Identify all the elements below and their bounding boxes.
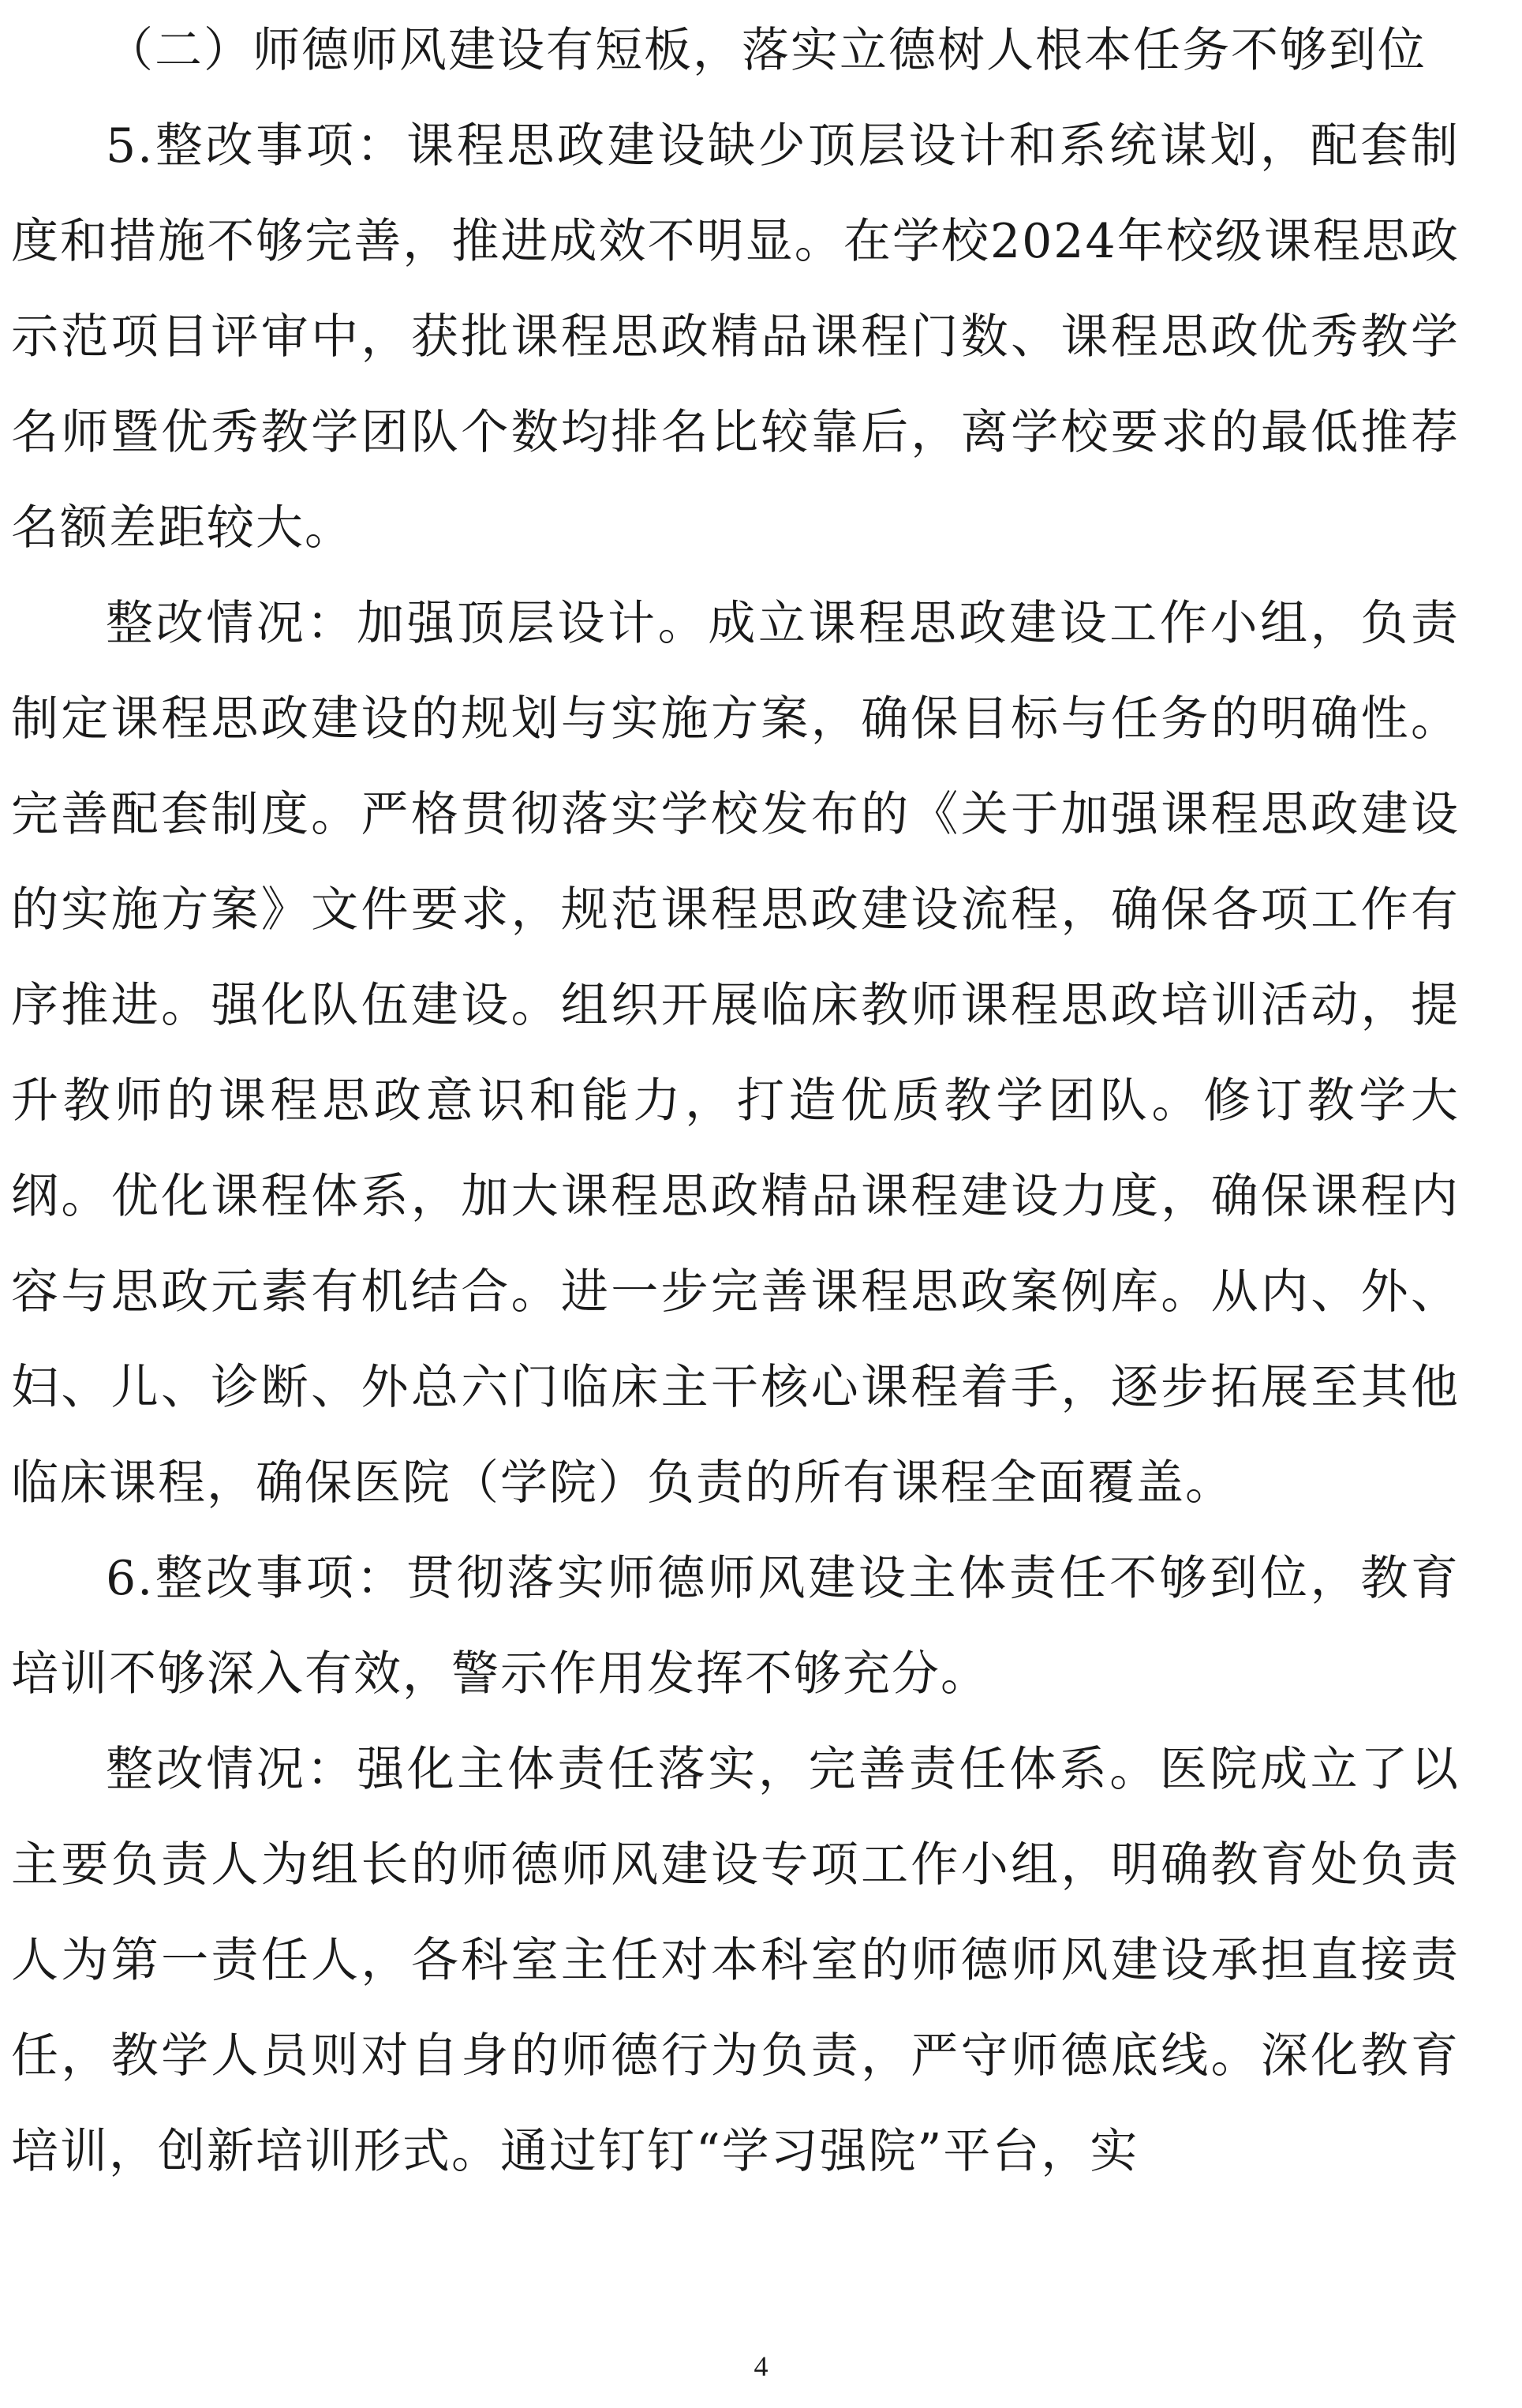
rectification-item-5-paragraph: 5.整改事项：课程思政建设缺少顶层设计和系统谋划，配套制度和措施不够完善，推进成效不明显。在学校2024年校级课程思政示范项目评审中，获批课程思政精品课程门数、课程思政优秀教学名师暨优秀教学团队个数均排名比较靠后，离学校要求的最低推荐名额差距较大。: [11, 118, 1460, 556]
rectification-item-6-paragraph: 6.整改事项：贯彻落实师德师风建设主体责任不够到位，教育培训不够深入有效，警示作用发挥不够充分。: [11, 1551, 1460, 1702]
page-number: 4: [754, 2350, 768, 2382]
document-body: [11, 3, 1460, 2200]
section-heading-paragraph: （二）师德师风建设有短板，落实立德树人根本任务不够到位: [106, 23, 1427, 78]
rectification-status-5-paragraph: 整改情况：加强顶层设计。成立课程思政建设工作小组，负责制定课程思政建设的规划与实施方案，确保目标与任务的明确性。完善配套制度。严格贯彻落实学校发布的《关于加强课程思政建设的实施方案》文件要求，规范课程思政建设流程，确保各项工作有序推进。强化队伍建设。组织开展临床教师课程思政培训活动，提升教师的课程思政意识和能力，打造优质教学团队。修订教学大纲。优化课程体系，加大课程思政精品课程建设力度，确保课程内容与思政元素有机结合。进一步完善课程思政案例库。从内、外、妇、儿、诊断、外总六门临床主干核心课程着手，逐步拓展至其他临床课程，确保医院（学院）负责的所有课程全面覆盖。: [11, 596, 1460, 1511]
rectification-status-6-paragraph: 整改情况：强化主体责任落实，完善责任体系。医院成立了以主要负责人为组长的师德师风建设专项工作小组，明确教育处负责人为第一责任人，各科室主任对本科室的师德师风建设承担直接责任，教学人员则对自身的师德行为负责，严守师德底线。深化教育培训，创新培训形式。通过钉钉“学习强院”平台，实: [11, 1742, 1460, 2179]
